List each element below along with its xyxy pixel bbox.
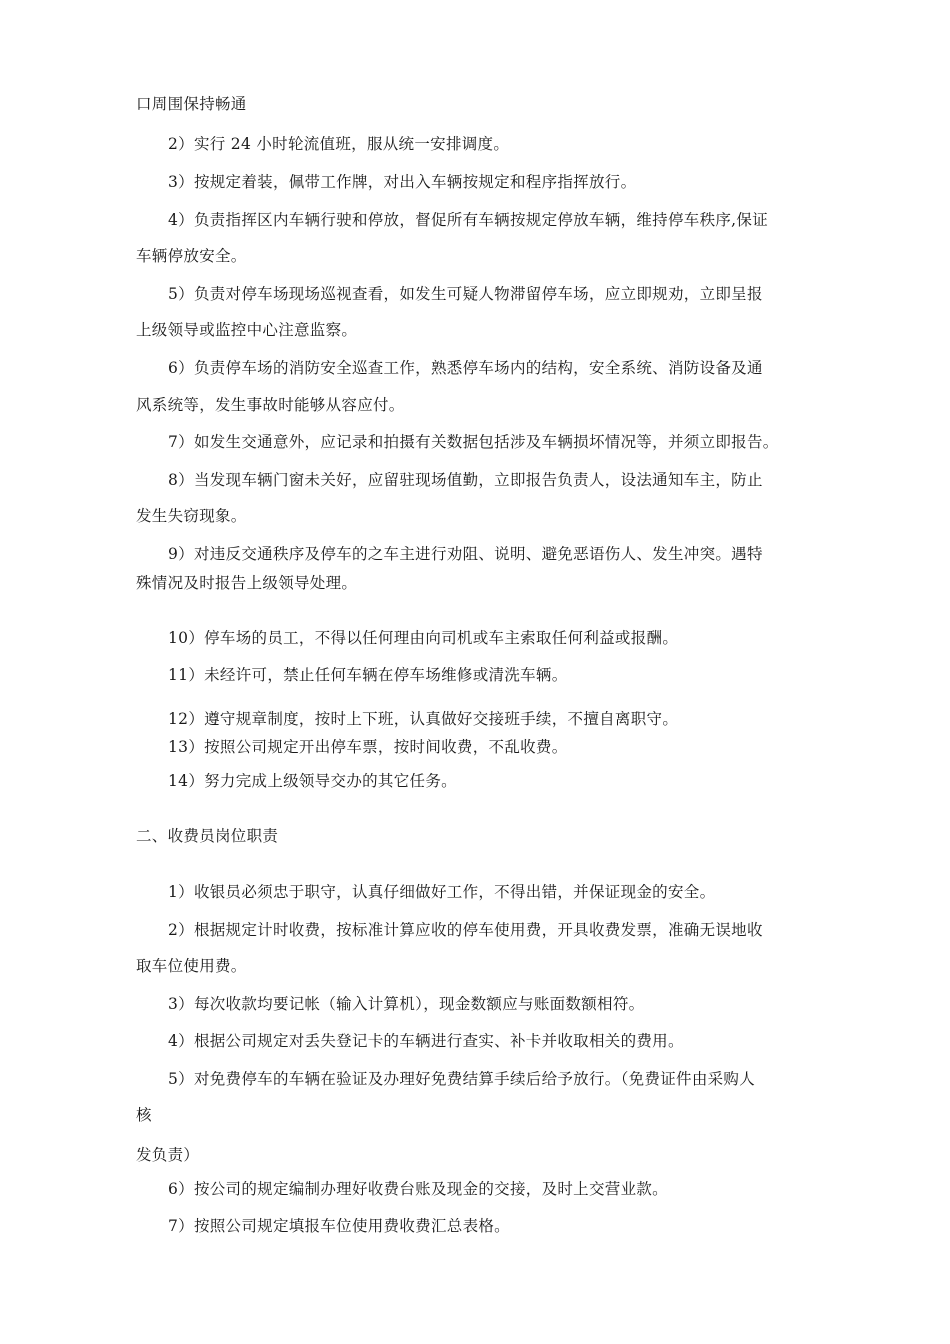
cashier-item-6: 6）按公司的规定编制办理好收费台账及现金的交接，及时上交营业款。	[168, 1180, 668, 1198]
duty-item-7: 7）如发生交通意外，应记录和拍摄有关数据包括涉及车辆损坏情况等，并须立即报告。	[168, 433, 779, 451]
duty-item-4: 4）负责指挥区内车辆行驶和停放，督促所有车辆按规定停放车辆，维持停车秩序,保证	[168, 211, 768, 229]
duty-item-11: 11）未经许可，禁止任何车辆在停车场维修或清洗车辆。	[168, 666, 568, 684]
text-line-continuation: 口周围保持畅通	[136, 95, 247, 113]
duty-item-4-cont: 车辆停放安全。	[136, 247, 247, 265]
duty-item-14: 14）努力完成上级领导交办的其它任务。	[168, 772, 457, 790]
cashier-item-7: 7）按照公司规定填报车位使用费收费汇总表格。	[168, 1217, 510, 1235]
section-heading: 二、收费员岗位职责	[136, 827, 279, 845]
duty-item-6: 6）负责停车场的消防安全巡查工作，熟悉停车场内的结构，安全系统、消防设备及通	[168, 359, 763, 377]
cashier-item-3: 3）每次收款均要记帐（输入计算机），现金数额应与账面数额相符。	[168, 995, 645, 1013]
cashier-item-5-cont: 核	[136, 1106, 152, 1124]
duty-item-13: 13）按照公司规定开出停车票，按时间收费，不乱收费。	[168, 738, 568, 756]
duty-item-12: 12）遵守规章制度，按时上下班，认真做好交接班手续，不擅自离职守。	[168, 710, 679, 728]
cashier-item-2-cont: 取车位使用费。	[136, 957, 247, 975]
cashier-item-2: 2）根据规定计时收费，按标准计算应收的停车使用费，开具收费发票，准确无误地收	[168, 921, 763, 939]
duty-item-6-cont: 风系统等，发生事故时能够从容应付。	[136, 396, 405, 414]
duty-item-3: 3）按规定着装，佩带工作牌，对出入车辆按规定和程序指挥放行。	[168, 173, 637, 191]
cashier-item-1: 1）收银员必须忠于职守，认真仔细做好工作，不得出错，并保证现金的安全。	[168, 883, 716, 901]
duty-item-9-cont: 殊情况及时报告上级领导处理。	[136, 574, 358, 592]
duty-item-8: 8）当发现车辆门窗未关好，应留驻现场值勤，立即报告负责人，设法通知车主，防止	[168, 471, 763, 489]
duty-item-5: 5）负责对停车场现场巡视查看，如发生可疑人物滞留停车场，应立即规劝，立即呈报	[168, 285, 763, 303]
duty-item-2: 2）实行 24 小时轮流值班，服从统一安排调度。	[168, 135, 510, 153]
duty-item-5-cont: 上级领导或监控中心注意监察。	[136, 321, 358, 339]
duty-item-10: 10）停车场的员工，不得以任何理由向司机或车主索取任何利益或报酬。	[168, 629, 679, 647]
duty-item-8-cont: 发生失窃现象。	[136, 507, 247, 525]
duty-item-9: 9）对违反交通秩序及停车的之车主进行劝阻、说明、避免恶语伤人、发生冲突。遇特	[168, 545, 763, 563]
cashier-item-5-cont-2: 发负责）	[136, 1146, 200, 1164]
cashier-item-4: 4）根据公司规定对丢失登记卡的车辆进行查实、补卡并收取相关的费用。	[168, 1032, 684, 1050]
cashier-item-5: 5）对免费停车的车辆在验证及办理好免费结算手续后给予放行。（免费证件由采购人	[168, 1070, 756, 1088]
